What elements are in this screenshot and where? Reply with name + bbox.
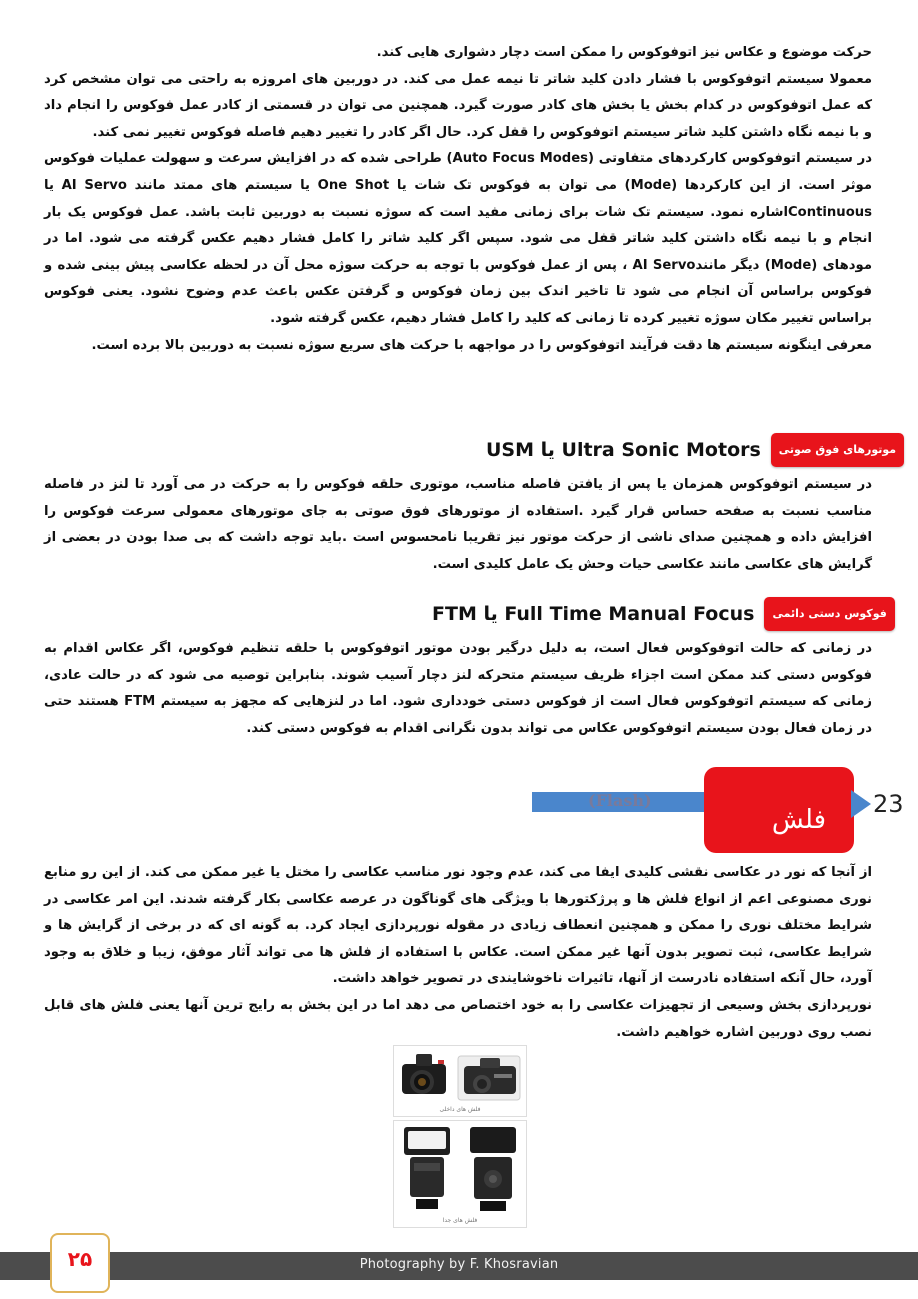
chapter-title-en: (Flash)	[588, 791, 652, 810]
flash-section	[44, 860, 872, 1046]
page-footer	[0, 1252, 918, 1280]
paragraph: معرفی اینگونه سیستم ها دقت فرآیند اتوفوکوس را در مواجهه با حرکت های سریع سوژه نسبت به دوربین بالا برده است.	[91, 337, 872, 353]
dslr-camera-icon	[394, 1046, 526, 1108]
image-caption: فلش های جدا	[442, 1217, 478, 1224]
heading-badge: موتورهای فوق صوتی	[771, 433, 904, 467]
autofocus-section	[44, 40, 872, 359]
paragraph: در سیستم اتوفوکوس همزمان یا پس از یافتن فاصله مناسب، موتوری حلقه فوکوس را به حرکت در می آورد تا لنز در فاصله مناسب نسبت به صفحه حساس قرار گیرد .استفاده از موتورهای فوق صوتی به جای موتورهای معمولی سرعت فوکوس را افزایش داده و همچنین صدای ناشی از حرکت موتور نیز تقریبا نامحسوس است .باید توجه داشت که بی صدا بودن در بعضی از گرایش های عکاسی مانند عکاسی حیات وحش یک عامل کلیدی است.	[44, 477, 872, 572]
ftm-section	[44, 636, 872, 742]
heading-title: FTM یا Full Time Manual Focus	[432, 603, 755, 625]
paragraph: در سیستم اتوفوکوس کارکردهای متفاوتی (Auto Focus Modes) طراحی شده که در افزایش سرعت و سهولت عملیات فوکوس موثر است. از این کارکردها (Mode) می توان به فوکوس تک شات یا One Shot یا سیستم های ممتد مانند AI Servo یا Continuousاشاره نمود. سیستم تک شات برای زمانی مفید است که سوژه نسبت به دوربین ثابت باشد. عمل فوکوس یک بار انجام و با نیمه نگاه داشتن کلید شاتر قفل می شود. سپس اگر کلید شاتر را کامل فشار دهیم عکس گرفته می شود. اما در مودهای (Mode) دیگر مانندAI Servo ، پس از عمل فوکوس با توجه به حرکت سوژه محل آن در لحظه عکاسی پیش بینی شده و فوکوس براساس آن انجام می شود تا تاخیر اندک بین زمان فوکوس و گرفتن عکس باعث عدم وضوح نشود. یعنی فوکوس براساس تغییر مکان سوژه تغییر کرده تا زمانی که کلید را کامل فشار دهیم، عکس گرفته شود.	[44, 151, 872, 326]
paragraph: حرکت موضوع و عکاس نیز اتوفوکوس را ممکن است دچار دشواری هایی کند.	[376, 45, 872, 60]
built-in-flash-photo	[393, 1045, 527, 1117]
external-flash-photo	[393, 1120, 527, 1228]
page-number: ۲۵	[67, 1247, 93, 1271]
paragraph: از آنجا که نور در عکاسی نقشی کلیدی ایفا می کند، عدم وجود نور مناسب عکاسی را مختل یا غیر ممکن می کند. از این رو منابع نوری مصنوعی اعم از انواع فلش ها و پرژکتورها با ویژگی های گوناگون در عرصه عکاسی بکار گرفته شدند. این امر عکاسی در شرایط مختلف نوری را ممکن و همچنین انعطاف زیادی در مقوله نورپردازی ایجاد کرد. به گونه ای که در برخی از گرایش ها و شرایط عکاسی، ثبت تصویر بدون آنها غیر ممکن است. عکاس با استفاده از فلش ها می تواند آثار موفق، زیبا و خلاق به وجود آورد، حال آنکه استفاده نادرست از آنها، تاثیرات ناخوشایندی در تصویر خواهد داشت.	[44, 865, 872, 987]
paragraph: نورپردازی بخش وسیعی از تجهیزات عکاسی را به خود اختصاص می دهد اما در این بخش به رایج ترین آنها یعنی فلش های قابل نصب روی دوربین اشاره خواهیم داشت.	[44, 997, 872, 1040]
chapter-title-box	[704, 767, 854, 853]
heading-badge: فوکوس دستی دائمی	[764, 597, 894, 631]
image-caption: فلش های داخلی	[439, 1106, 481, 1113]
usm-heading	[486, 432, 904, 468]
speedlite-flash-icon	[394, 1121, 526, 1217]
chapter-arrow-icon	[851, 790, 871, 818]
chapter-banner-bar	[532, 792, 708, 812]
paragraph: در زمانی که حالت اتوفوکوس فعال است، به دلیل درگیر بودن موتور اتوفوکوس با حلقه تنظیم فوکوس، اگر عکاس اقدام به فوکوس دستی کند ممکن است اجزاء ظریف سیستم متحرکه لنز دچار آسیب شوند. بنابراین توصیه می شود که در حالت عادی، زمانی که سیستم اتوفوکوس فعال است از فوکوس دستی خودداری شود. اما در لنزهایی که مجهز به سیستم FTM هستند حتی در زمان فعال بودن سیستم اتوفوکوس عکاس می تواند بدون نگرانی اقدام به فوکوس دستی کند.	[44, 641, 873, 736]
heading-title: USM یا Ultra Sonic Motors	[486, 439, 761, 461]
paragraph: معمولا سیستم اتوفوکوس با فشار دادن کلید شاتر تا نیمه عمل می کند. در دوربین های امروزه به راحتی می توان مشخص کرد که عمل اتوفوکوس در کدام بخش یا بخش های کادر صورت گیرد. همچنین می توان در قسمتی از کادر عمل فوکوس را انجام داد و با نیمه نگاه داشتن کلید شاتر سیستم اتوفوکوس را قفل کرد. حال اگر کادر را تغییر دهیم فاصله فوکوس تغییر نمی کند.	[44, 71, 872, 140]
footer-credit: Photography by F. Khosravian	[359, 1257, 559, 1272]
chapter-title: فلش	[771, 805, 826, 835]
chapter-number: 23	[873, 790, 904, 818]
ftm-heading	[432, 596, 895, 632]
usm-section	[44, 472, 872, 578]
page-number-box	[50, 1233, 110, 1293]
